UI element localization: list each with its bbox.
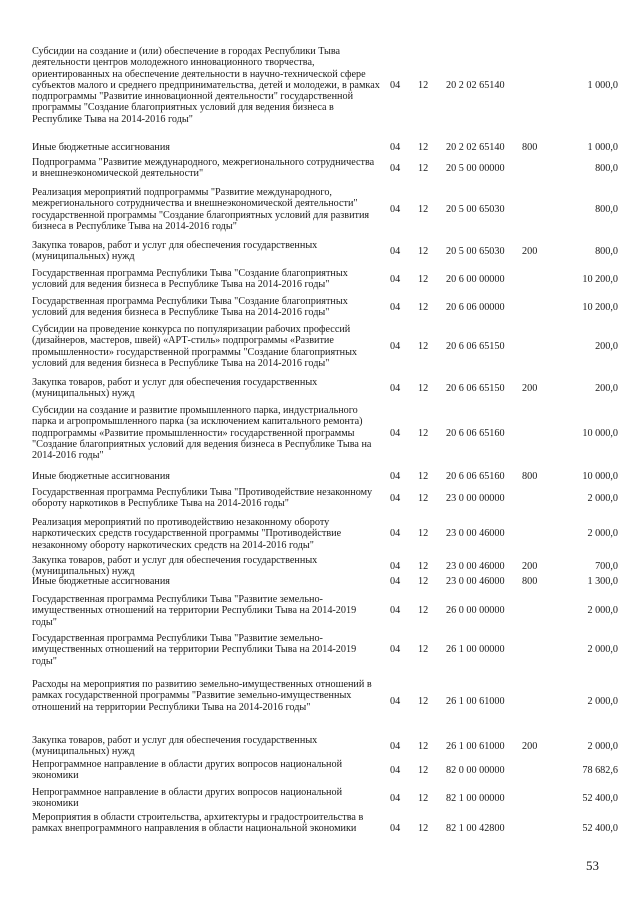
cell-sum: 200,0 xyxy=(595,382,618,394)
cell-name: Иные бюджетные ассигнования xyxy=(32,576,170,587)
cell-name: Подпрограмма "Развитие международного, межрегионального сотрудничества и внешнеэкономической деятельности" xyxy=(32,157,375,180)
cell-csr: 23 0 00 46000 xyxy=(446,576,505,587)
cell-pr: 12 xyxy=(418,471,429,482)
cell-name: Закупка товаров, работ и услуг для обеспечения государственных (муниципальных) нужд xyxy=(32,377,318,400)
cell-csr: 20 6 06 65150 xyxy=(446,340,505,352)
cell-name: Государственная программа Республики Тыва "Создание благоприятных условий для ведения бизнеса в Республике Тыва на 2014-2016 годы" xyxy=(32,296,348,319)
cell-vr: 200 xyxy=(522,560,538,572)
cell-sum: 2 000,0 xyxy=(587,740,618,752)
cell-name: Непрограммное направление в области других вопросов национальной экономики xyxy=(32,759,343,782)
cell-name: Государственная программа Республики Тыва "Противодействие незаконному обороту наркотиков в Республике Тыва на 2014-2016 годы" xyxy=(32,487,373,510)
cell-name: Расходы на мероприятия по развитию земельно-имущественных отношений в рамках государственной программы "Развитие земельно-имущественных отношений на территории Республики Тыва на 2014-2016 годы" xyxy=(32,679,372,713)
cell-sum: 2 000,0 xyxy=(587,644,618,656)
table-row xyxy=(0,487,640,510)
table-row xyxy=(0,735,640,758)
cell-vr: 800 xyxy=(522,471,538,482)
cell-name: Иные бюджетные ассигнования xyxy=(32,471,170,482)
table-row xyxy=(0,517,640,551)
cell-name: Закупка товаров, работ и услуг для обеспечения государственных (муниципальных) нужд xyxy=(32,735,318,758)
cell-pr: 12 xyxy=(418,528,429,540)
cell-rz: 04 xyxy=(390,340,401,352)
cell-pr: 12 xyxy=(418,792,429,804)
cell-rz: 04 xyxy=(390,823,401,835)
cell-csr: 20 6 06 00000 xyxy=(446,301,505,313)
cell-rz: 04 xyxy=(390,644,401,656)
table-row xyxy=(0,377,640,400)
cell-pr: 12 xyxy=(418,740,429,752)
cell-pr: 12 xyxy=(418,245,429,257)
cell-csr: 26 1 00 61000 xyxy=(446,695,505,707)
table-row xyxy=(0,46,640,125)
table-row xyxy=(0,296,640,319)
cell-name: Государственная программа Республики Тыва "Развитие земельно-имущественных отношений на территории Республики Тыва на 2014-2019 годы" xyxy=(32,594,357,628)
table-row xyxy=(0,633,640,667)
cell-pr: 12 xyxy=(418,142,429,153)
cell-vr: 200 xyxy=(522,245,538,257)
cell-sum: 700,0 xyxy=(595,560,618,572)
cell-vr: 800 xyxy=(522,142,538,153)
cell-csr: 20 5 00 65030 xyxy=(446,203,505,215)
cell-csr: 82 1 00 42800 xyxy=(446,823,505,835)
cell-name: Государственная программа Республики Тыва "Развитие земельно-имущественных отношений на территории Республики Тыва на 2014-2019 годы" xyxy=(32,633,357,667)
table-row xyxy=(0,142,640,153)
cell-vr: 200 xyxy=(522,740,538,752)
cell-sum: 52 400,0 xyxy=(582,823,618,835)
table-row xyxy=(0,268,640,291)
cell-name: Иные бюджетные ассигнования xyxy=(32,142,170,153)
table-row xyxy=(0,759,640,782)
cell-name: Закупка товаров, работ и услуг для обеспечения государственных (муниципальных) нужд xyxy=(32,240,318,263)
cell-pr: 12 xyxy=(418,162,429,174)
cell-sum: 1 300,0 xyxy=(587,576,618,587)
cell-pr: 12 xyxy=(418,695,429,707)
cell-csr: 20 6 06 65150 xyxy=(446,382,505,394)
cell-sum: 1 000,0 xyxy=(587,79,618,91)
cell-rz: 04 xyxy=(390,560,401,572)
table-row xyxy=(0,471,640,482)
cell-sum: 800,0 xyxy=(595,245,618,257)
cell-sum: 2 000,0 xyxy=(587,492,618,504)
cell-name: Реализация мероприятий по противодействию незаконному обороту наркотических средств государственной программы "Противодействие незаконному обороту наркотических средств на 2014-2016 годы" xyxy=(32,517,342,551)
cell-name: Мероприятия в области строительства, архитектуры и градостроительства в рамках внепрограммного направления в области национальной экономики xyxy=(32,812,364,835)
cell-sum: 10 200,0 xyxy=(582,273,618,285)
table-row xyxy=(0,405,640,462)
cell-name: Субсидии на проведение конкурса по популяризации рабочих профессий (дизайнеров, мастеров, швей) «АРТ-стиль» подпрограммы «Развитие промышленности» государственной программы "Создание благоприятных условий для ведения бизнеса в Республике Тыва на 2014-2016 годы" xyxy=(32,324,358,369)
cell-pr: 12 xyxy=(418,203,429,215)
cell-rz: 04 xyxy=(390,492,401,504)
cell-rz: 04 xyxy=(390,792,401,804)
table-row xyxy=(0,812,640,846)
cell-vr: 200 xyxy=(522,382,538,394)
cell-sum: 52 400,0 xyxy=(582,792,618,804)
cell-rz: 04 xyxy=(390,695,401,707)
cell-csr: 20 2 02 65140 xyxy=(446,142,505,153)
cell-csr: 82 1 00 00000 xyxy=(446,792,505,804)
cell-sum: 200,0 xyxy=(595,340,618,352)
cell-csr: 20 6 06 65160 xyxy=(446,471,505,482)
cell-sum: 78 682,6 xyxy=(582,764,618,776)
cell-sum: 2 000,0 xyxy=(587,528,618,540)
cell-name: Субсидии на создание и (или) обеспечение в городах Республики Тыва деятельности центров молодежного инновационного творчества, ориентированных на обеспечение деятельности в научно-технической сфере субъектов малого и среднего предпринимательства, детей и молодежи, в рамках подпрограммы "Развитие инновационной деятельности" государственной программы "Создание благоприятных условий для ведения бизнеса в Республике Тыва на 2014-2016 годы" xyxy=(32,46,380,125)
table-row xyxy=(0,240,640,263)
cell-pr: 12 xyxy=(418,427,429,439)
cell-rz: 04 xyxy=(390,162,401,174)
cell-name: Непрограммное направление в области других вопросов национальной экономики xyxy=(32,787,343,810)
cell-rz: 04 xyxy=(390,764,401,776)
cell-csr: 26 1 00 61000 xyxy=(446,740,505,752)
cell-name: Субсидии на создание и развитие промышленного парка, индустриального парка и агропромышленного парка (за исключением капитального ремонта) подпрограммы «Развитие промышленности» государственной программы "Создание благоприятных условий для ведения бизнеса в Республике Тыва на 2014-2016 годы" xyxy=(32,405,372,462)
cell-pr: 12 xyxy=(418,340,429,352)
cell-sum: 2 000,0 xyxy=(587,695,618,707)
cell-csr: 26 1 00 00000 xyxy=(446,644,505,656)
cell-sum: 2 000,0 xyxy=(587,605,618,617)
cell-rz: 04 xyxy=(390,528,401,540)
cell-sum: 10 200,0 xyxy=(582,301,618,313)
cell-pr: 12 xyxy=(418,823,429,835)
cell-csr: 26 0 00 00000 xyxy=(446,605,505,617)
cell-csr: 20 5 00 00000 xyxy=(446,162,505,174)
cell-sum: 10 000,0 xyxy=(582,471,618,482)
cell-sum: 10 000,0 xyxy=(582,427,618,439)
cell-csr: 23 0 00 46000 xyxy=(446,528,505,540)
cell-sum: 1 000,0 xyxy=(587,142,618,153)
table-row xyxy=(0,555,640,578)
table-row xyxy=(0,324,640,369)
cell-csr: 20 2 02 65140 xyxy=(446,79,505,91)
cell-rz: 04 xyxy=(390,427,401,439)
cell-rz: 04 xyxy=(390,301,401,313)
cell-csr: 20 6 06 65160 xyxy=(446,427,505,439)
cell-pr: 12 xyxy=(418,492,429,504)
cell-rz: 04 xyxy=(390,740,401,752)
cell-pr: 12 xyxy=(418,576,429,587)
cell-csr: 20 6 00 00000 xyxy=(446,273,505,285)
cell-pr: 12 xyxy=(418,301,429,313)
cell-csr: 23 0 00 46000 xyxy=(446,560,505,572)
cell-csr: 20 5 00 65030 xyxy=(446,245,505,257)
cell-sum: 800,0 xyxy=(595,162,618,174)
cell-rz: 04 xyxy=(390,142,401,153)
cell-pr: 12 xyxy=(418,560,429,572)
cell-rz: 04 xyxy=(390,576,401,587)
table-row xyxy=(0,576,640,587)
cell-pr: 12 xyxy=(418,764,429,776)
cell-pr: 12 xyxy=(418,382,429,394)
cell-name: Закупка товаров, работ и услуг для обеспечения государственных (муниципальных) нужд xyxy=(32,555,318,578)
page-number: 53 xyxy=(586,858,599,873)
cell-sum: 800,0 xyxy=(595,203,618,215)
cell-rz: 04 xyxy=(390,203,401,215)
cell-pr: 12 xyxy=(418,79,429,91)
cell-rz: 04 xyxy=(390,79,401,91)
table-row xyxy=(0,787,640,810)
cell-pr: 12 xyxy=(418,605,429,617)
cell-rz: 04 xyxy=(390,605,401,617)
table-row xyxy=(0,679,640,724)
cell-vr: 800 xyxy=(522,576,538,587)
cell-pr: 12 xyxy=(418,644,429,656)
cell-name: Государственная программа Республики Тыва "Создание благоприятных условий для ведения бизнеса в Республике Тыва на 2014-2016 годы" xyxy=(32,268,348,291)
cell-csr: 82 0 00 00000 xyxy=(446,764,505,776)
cell-rz: 04 xyxy=(390,382,401,394)
cell-name: Реализация мероприятий подпрограммы "Развитие международного, межрегионального сотрудничества и внешнеэкономической деятельности" государственной программы "Создание благоприятных условий для развития бизнеса в Республике Тыва на 2014-2016 годы" xyxy=(32,187,370,232)
table-row xyxy=(0,157,640,180)
table-row xyxy=(0,594,640,628)
cell-pr: 12 xyxy=(418,273,429,285)
cell-rz: 04 xyxy=(390,245,401,257)
cell-rz: 04 xyxy=(390,273,401,285)
cell-rz: 04 xyxy=(390,471,401,482)
cell-csr: 23 0 00 00000 xyxy=(446,492,505,504)
table-row xyxy=(0,187,640,232)
